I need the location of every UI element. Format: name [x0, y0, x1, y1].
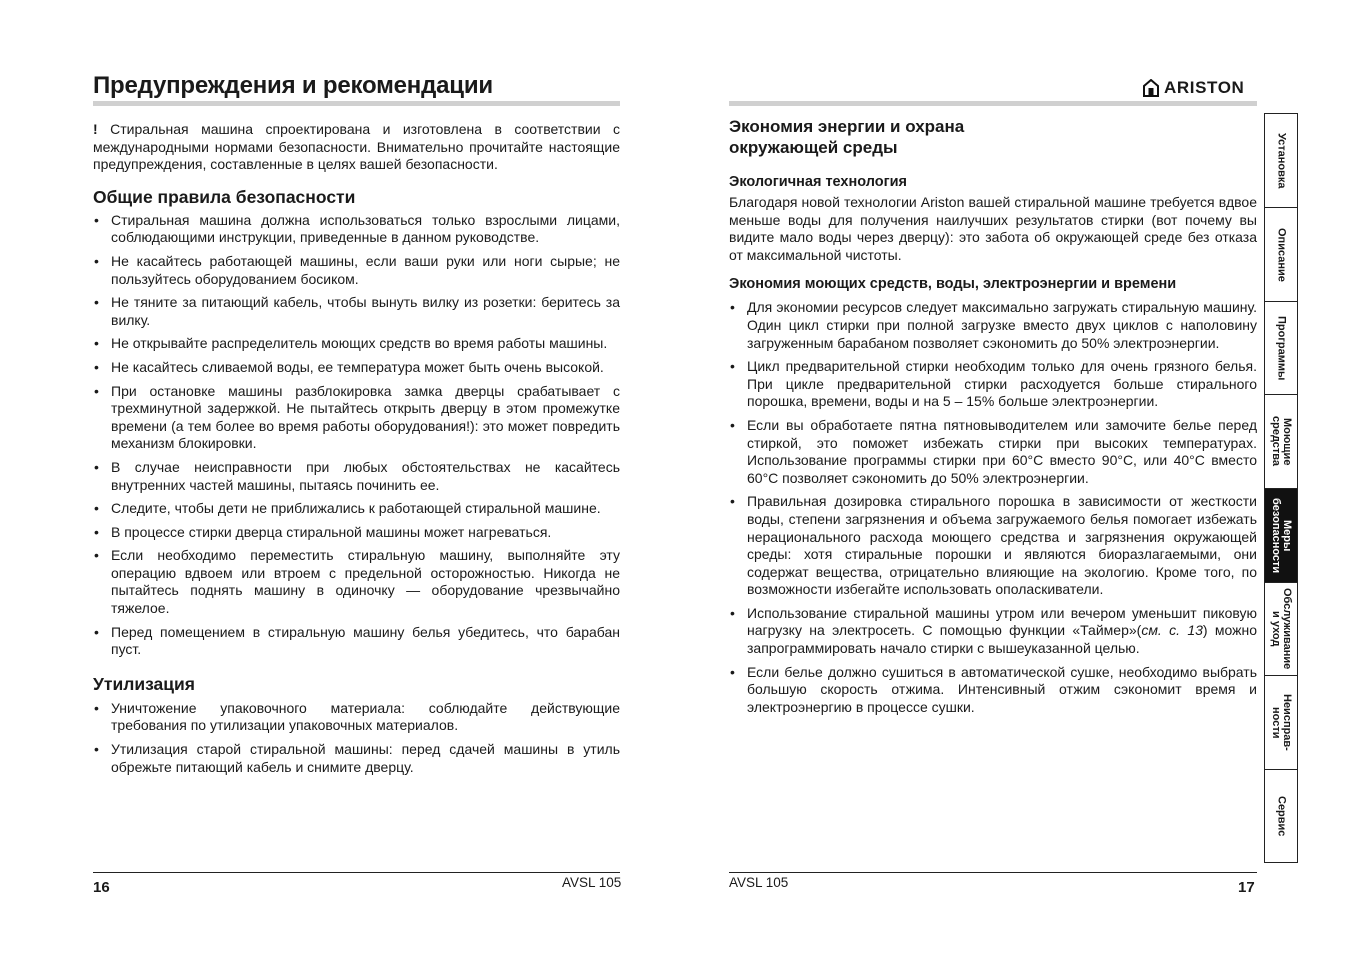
section-title-line1: Экономия энергии и охрана	[729, 117, 965, 136]
list-item: • Если белье должно сушиться в автоматической сушке, необходимо выбрать большую скорость отжима. Интенсивный отжим сэкономит время и электроэнергию в процессе сушки.	[729, 664, 1257, 717]
model-left: AVSL 105	[562, 875, 622, 890]
model-right: AVSL 105	[729, 875, 789, 890]
tab-service[interactable]: Сервис	[1275, 795, 1288, 837]
tab-troubleshooting[interactable]: Неисправ- ности	[1265, 676, 1297, 770]
title-underline-right	[729, 101, 1257, 106]
intro-text: Стиральная машина спроектирована и изготовлена в соответствии с международными нормами безопасности. Внимательно прочитайте настоящие предупреждения, составленные в целях вашей безопасности.	[93, 121, 620, 173]
tab-safety[interactable]: Меры безопасности	[1265, 489, 1297, 583]
list-item: • Если необходимо переместить стиральную машину, выполняйте эту операцию вдвоем или втроем с предельной осторожностью. Никогда не пытайтесь поднять машину в одиночку — оборудование чрезвычайно тяжелое.	[93, 547, 620, 617]
list-item: • Утилизация старой стиральной машины: перед сдачей машины в утиль обрежьте питающий кабель и снимите дверцу.	[93, 741, 620, 776]
timer-text-after: ) можно запрограммировать начало стирки с вышеуказанной целью.	[747, 622, 1257, 657]
list-item: • Цикл предварительной стирки необходим только для очень грязного белья. При цикле предварительной стирки расходуется больше стирального порошка, времени, воды и на 5 – 15% больше электроэнергии.	[729, 358, 1257, 411]
list-item: • Не тяните за питающий кабель, чтобы вынуть вилку из розетки: беритесь за вилку.	[93, 294, 620, 329]
footer-rule-left	[93, 872, 620, 873]
brand-logo	[1143, 78, 1257, 98]
house-icon	[1143, 79, 1159, 97]
intro-paragraph	[93, 121, 620, 174]
section-title-disposal: Утилизация	[93, 673, 196, 694]
section-title-safety: Общие правила безопасности	[93, 186, 356, 207]
warning-mark: !	[93, 121, 98, 137]
list-item-timer	[729, 605, 1257, 658]
left-column	[93, 121, 620, 782]
list-item: • Перед помещением в стиральную машину белья убедитесь, что барабан пуст.	[93, 624, 620, 659]
section-title-economy	[729, 116, 1257, 158]
safety-list	[93, 212, 620, 659]
right-column	[729, 116, 1257, 722]
list-item: • Следите, чтобы дети не приближались к работающей стиральной машине.	[93, 500, 620, 518]
list-item: • В процессе стирки дверца стиральной машины может нагреваться.	[93, 524, 620, 542]
subsection-title-savings: Экономия моющих средств, воды, электроэнергии и времени	[729, 276, 1177, 293]
page-reference: см. с. 13	[1141, 622, 1203, 639]
savings-list	[729, 299, 1257, 716]
tab-detergents[interactable]: Моющие средства	[1265, 395, 1297, 489]
list-item: • При остановке машины разблокировка замка дверцы срабатывает с трехминутной задержкой. Не пытайтесь открыть дверцу в этом промежутке времени (а тем более во время работы оборудования!): это может повредить механизм блокировки.	[93, 383, 620, 453]
list-item: • Не касайтесь сливаемой воды, ее температура может быть очень высокой.	[93, 359, 620, 377]
list-item: • Если вы обработаете пятна пятновыводителем или замочите белье перед стиркой, это поможет избежать стирки при высоких температурах. Использование программы стирки при 60°C вместо 90°C, или 40°C вместо 60°C позволяет сэкономить до 50% электроэнергии.	[729, 417, 1257, 487]
list-item: • В случае неисправности при любых обстоятельствах не касайтесь внутренних частей машины, пытаясь починить ее.	[93, 459, 620, 494]
brand-name: ARISTON	[1164, 78, 1245, 97]
list-item: • Не открывайте распределитель моющих средств во время работы машины.	[93, 335, 620, 353]
timer-text-before: Использование стиральной машины утром или вечером уменьшит пиковую нагрузку на электросеть. С помощью функции «Таймер»(	[747, 604, 1257, 639]
list-item: • Правильная дозировка стирального порошка в зависимости от жесткости воды, степени загрязнения и объема загружаемого белья помогает избежать нерационального расхода моющего средства и загрязнения окружающей среды: хотя стиральные порошки и являются биоразлагаемыми, они содержат вещества, отрицательно влияющие на экологию. Кроме того, по возможности избегайте использовать ополаскиватели.	[729, 493, 1257, 599]
list-item: • Не касайтесь работающей машины, если ваши руки или ноги сырые; не пользуйтесь оборудованием босиком.	[93, 253, 620, 288]
section-title-line2: окружающей среды	[729, 138, 898, 157]
tab-maintenance[interactable]: Обслуживание и уход	[1265, 583, 1297, 676]
footer-rule-right	[729, 872, 1257, 873]
tab-description[interactable]: Описание	[1265, 208, 1297, 302]
page-title: Предупреждения и рекомендации	[93, 72, 493, 99]
tab-installation[interactable]: Установка	[1265, 114, 1297, 208]
disposal-list	[93, 700, 620, 776]
tab-programs[interactable]: Программы	[1265, 302, 1297, 395]
list-item: • Стиральная машина должна использоваться только взрослыми лицами, соблюдающими инструкции, приведенные в данном руководстве.	[93, 212, 620, 247]
list-item: • Для экономии ресурсов следует максимально загружать стиральную машину. Один цикл стирки при полной загрузке вместо двух циклов с наполовину загруженным барабаном позволяет сэкономить до 50% электроэнергии.	[729, 299, 1257, 352]
page-number-right: 17	[1238, 879, 1255, 896]
eco-paragraph: Благодаря новой технологии Ariston вашей стиральной машине требуется вдвое меньше воды для получения наилучших результатов стирки (вот почему вы видите мало воды через дверцу): это забота об окружающей среде без отказа от максимальной чистоты.	[729, 194, 1257, 263]
subsection-title-eco: Экологичная технология	[729, 174, 908, 190]
page-number-left: 16	[93, 879, 110, 896]
list-item: • Уничтожение упаковочного материала: соблюдайте действующие требования по утилизации упаковочных материалов.	[93, 700, 620, 735]
title-underline-left	[93, 101, 620, 106]
section-tabs	[1264, 113, 1298, 863]
